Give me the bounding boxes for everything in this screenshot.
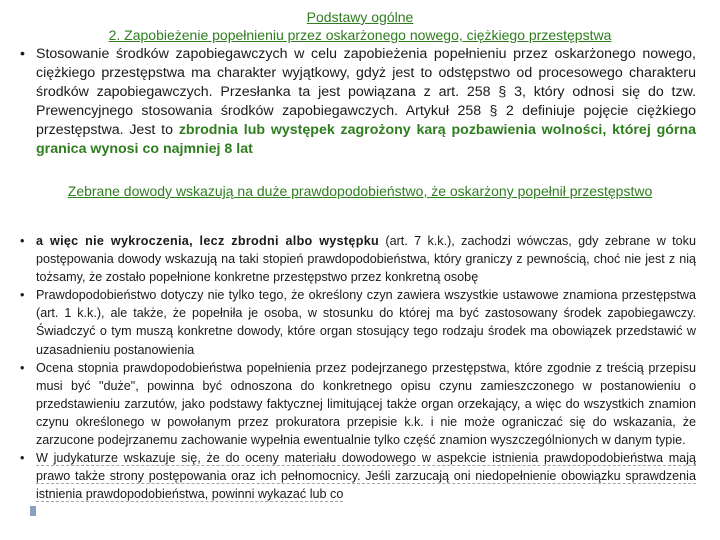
bullet-dot: • (20, 288, 25, 303)
bullet-bold: a więc nie wykroczenia, lecz zbrodni albo występku (36, 234, 380, 248)
section-heading: Zebrane dowody wskazują na duże prawdopodobieństwo, że oskarżony popełnił przestępstwo (67, 183, 653, 199)
slide-title: Podstawy ogólne (306, 9, 414, 25)
bullet-dot: • (20, 234, 25, 248)
bullet-text: (art. 7 k.k.), zachodzi wówczas, gdy zebrane w toku postępowania dowody wskazują na taki stopień prawdopodobieństwa, który graniczy z pewnością, choć nie jest z nią tożsamy, że zostało popełnione konkretne przestępstwo przez konkretną osobę (36, 234, 696, 285)
bullet-item (20, 449, 696, 503)
edit-cursor-marker (30, 506, 36, 516)
bullet-text: W judykaturze wskazuje się, że do oceny materiału dowodowego w aspekcie istnienia prawdopodobieństwa mają prawo także strony postępowania oraz ich pełnomocnicy. Jeśli zarzucają oni niedopełnienie obowiązku sprawdzenia istnienia prawdopodobieństwa, powinni wykazać lub co (36, 451, 696, 502)
bullet-text: Ocena stopnia prawdopodobieństwa popełnienia przez podejrzanego przestępstwa, które zgodnie z treścią przepisu musi być "duże", powinna być odnoszona do konkretnego opisu czynu zamieszczonego w postanowieniu o przedstawieniu zarzutów, jako podstawy faktycznej limitującej także organ orzekający, a więc do wszystkich znamion czynu określonego w powołanym przez prokuratora przepisie k.k. i nie może ograniczać się do wskazania, że zarzucone podejrzanemu zachowanie wypełnia ewentualnie tylko część znamion wyszczególnionych w danym typie. (36, 360, 696, 448)
detail-bullets (20, 232, 696, 503)
bullet-text: Prawdopodobieństwo dotyczy nie tylko tego, że określony czyn zawiera wszystkie ustawowe znamiona przestępstwa (art. 1 k.k.), ale także, że popełniła je osoba, w stosunku do której ma być zastosowany środek zapobiegawczy. Świadczyć o tym muszą konkretne dowody, które organ stosujący tego rodzaju środek ma obowiązek przedstawić w uzasadnieniu postanowienia (36, 288, 696, 357)
bullet-dot: • (20, 360, 25, 375)
bullet-dot: • (20, 46, 25, 62)
bullet-text: Stosowanie środków zapobiegawczych w celu zapobieżenia popełnieniu przez oskarżonego nowego, ciężkiego przestępstwa ma charakter wyjątkowy, gdyż jest to odstępstwo od procesowego charakteru środków zapobiegawczych. Przesłanka ta jest powiązana z art. 258 § 3, który odnosi się do tzw. Prewencyjnego stosowania środków zapobiegawczych. Artykuł 258 § 2 definiuje pojęcie ciężkiego przestępstwa. Jest to (36, 46, 696, 138)
bullet-item (20, 232, 696, 286)
bullet-item (20, 286, 696, 358)
bullet-dot: • (20, 451, 25, 466)
bullet-item (20, 45, 696, 159)
slide-subtitle: 2. Zapobieżenie popełnieniu przez oskarżonego nowego, ciężkiego przestępstwa (108, 27, 612, 43)
bullet-item (20, 359, 696, 449)
bullet-highlight: zbrodnia lub występek zagrożony karą pozbawienia wolności, której górna granica wynosi co najmniej 8 lat (36, 122, 696, 157)
intro-bullet (20, 45, 696, 159)
slide-title-block (0, 8, 720, 44)
